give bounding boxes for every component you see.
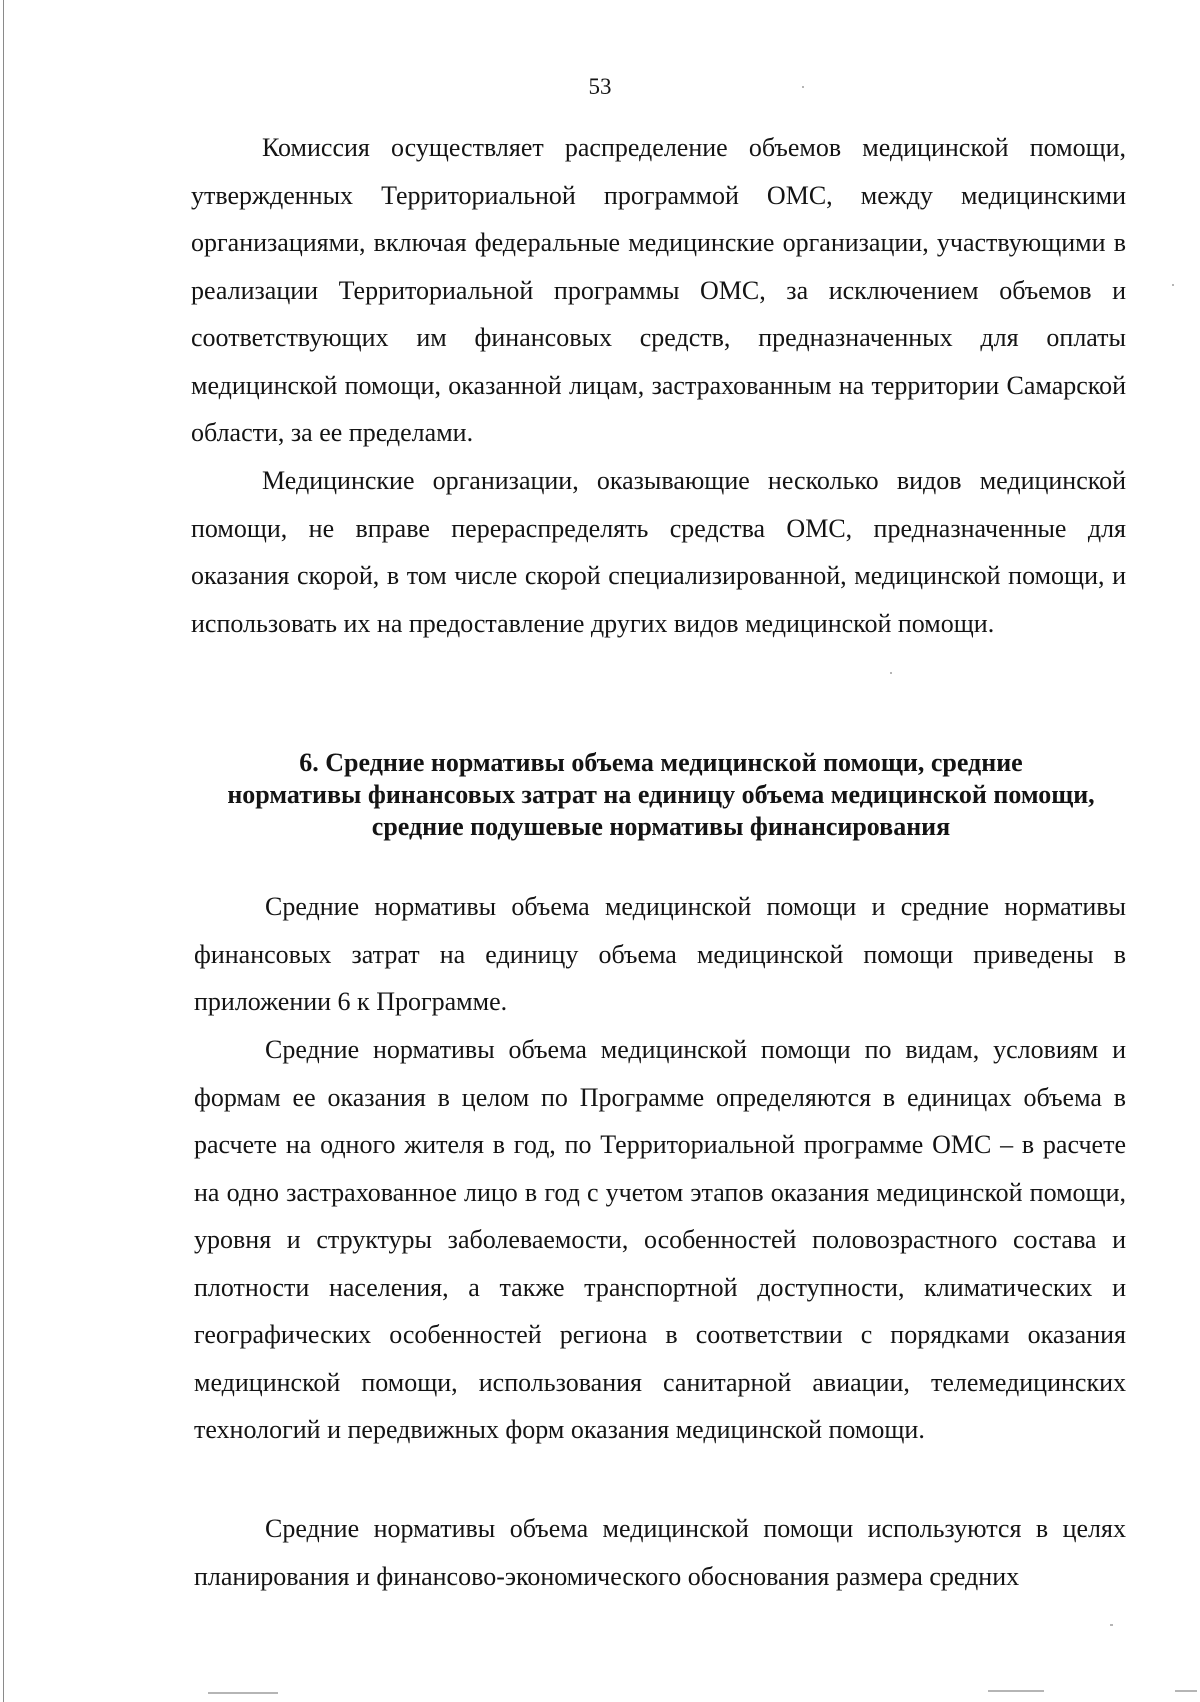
section-heading-line: средние подушевые нормативы финансирования bbox=[371, 812, 951, 841]
page-number: 53 bbox=[588, 74, 612, 99]
scan-speck bbox=[1110, 1624, 1113, 1626]
scan-speck bbox=[802, 86, 804, 88]
paragraph-average-norms-determination: Средние нормативы объема медицинской помощи по видам, условиям и формам ее оказания в целом по Программе определяются в единицах объема в расчете на одного жителя в год, по Территориальной программе ОМС – в расчете на одно застрахованное лицо в год с учетом этапов оказания медицинской помощи, уровня и структуры заболеваемости, особенностей половозрастного состава и плотности населения, а также транспортной доступности, климатических и географических особенностей региона в соответствии с порядками оказания медицинской помощи, использования санитарной авиации, телемедицинских технологий и передвижных форм оказания медицинской помощи. bbox=[194, 1035, 1126, 1444]
scan-speck bbox=[988, 1690, 1044, 1692]
section-heading bbox=[196, 747, 1126, 843]
section-heading-line: 6. Средние нормативы объема медицинской помощи, средние bbox=[299, 748, 1023, 777]
section-heading-line: нормативы финансовых затрат на единицу объема медицинской помощи, bbox=[227, 780, 1095, 809]
paragraph-average-norms-usage: Средние нормативы объема медицинской помощи используются в целях планирования и финансово-экономического обоснования размера средних bbox=[194, 1514, 1126, 1591]
paragraph-average-norms-appendix: Средние нормативы объема медицинской помощи и средние нормативы финансовых затрат на единицу объема медицинской помощи приведены в приложении 6 к Программе. bbox=[194, 892, 1126, 1016]
scan-speck bbox=[1172, 284, 1174, 286]
scan-speck bbox=[208, 1692, 278, 1694]
scan-speck bbox=[890, 672, 892, 674]
paragraph-medical-organizations: Медицинские организации, оказывающие несколько видов медицинской помощи, не вправе перераспределять средства ОМС, предназначенные для оказания скорой, в том числе скорой специализированной, медицинской помощи, и использовать их на предоставление других видов медицинской помощи. bbox=[191, 466, 1126, 638]
scan-speck bbox=[1175, 1690, 1197, 1692]
scan-edge-line bbox=[3, 0, 4, 1702]
paragraph-commission-distribution: Комиссия осуществляет распределение объемов медицинской помощи, утвержденных Территориальной программой ОМС, между медицинскими организациями, включая федеральные медицинские организации, участвующими в реализации Территориальной программы ОМС, за исключением объемов и соответствующих им финансовых средств, предназначенных для оплаты медицинской помощи, оказанной лицам, застрахованным на территории Самарской области, за ее пределами. bbox=[191, 133, 1126, 447]
